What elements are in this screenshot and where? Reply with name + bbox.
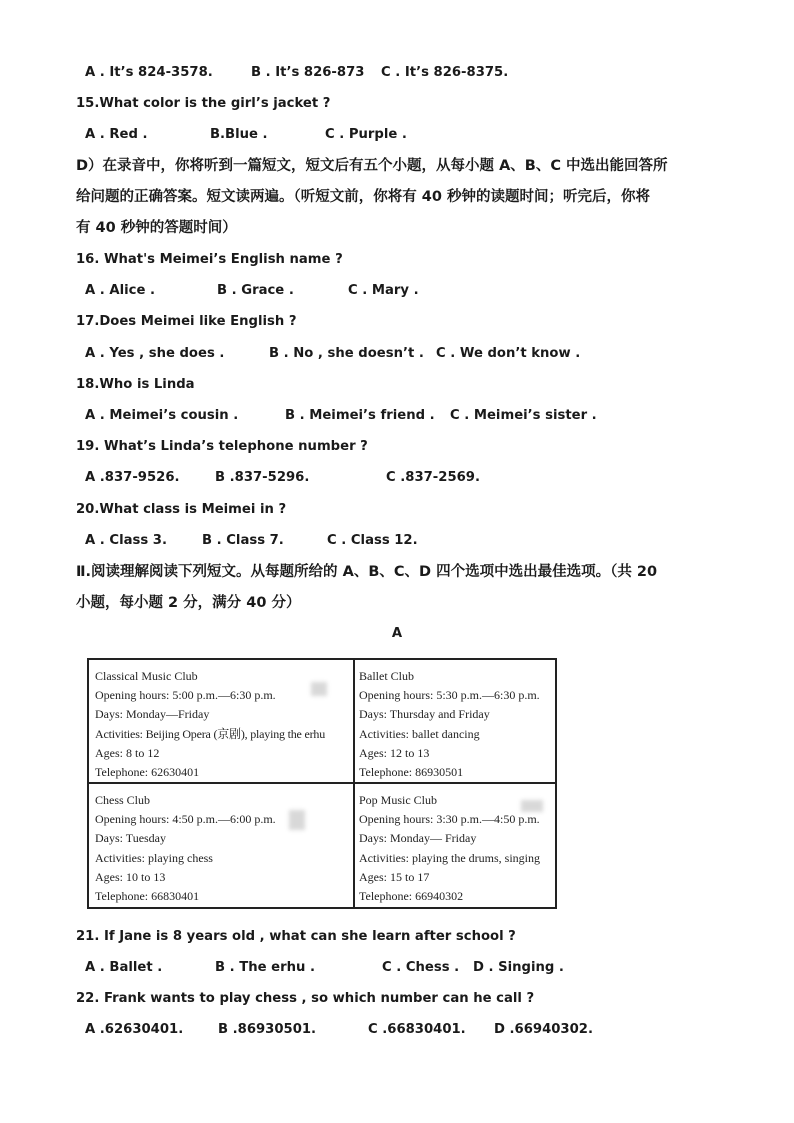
q15-option-c: C . Purple . bbox=[325, 127, 407, 142]
q17-option-a: A . Yes , she does . bbox=[85, 346, 225, 361]
pop-music-club-cell bbox=[359, 791, 540, 906]
club-hours: Opening hours: 3:30 p.m.—4:50 p.m. bbox=[359, 812, 540, 827]
club-hours: Opening hours: 4:50 p.m.—6:00 p.m. bbox=[95, 812, 276, 827]
club-days: Days: Monday— Friday bbox=[359, 831, 477, 846]
q21-question: 21. If Jane is 8 years old , what can she learn after school ? bbox=[76, 929, 516, 944]
club-hours: Opening hours: 5:30 p.m.—6:30 p.m. bbox=[359, 688, 540, 703]
club-hours: Opening hours: 5:00 p.m.—6:30 p.m. bbox=[95, 688, 276, 703]
club-days: Days: Thursday and Friday bbox=[359, 707, 490, 722]
q21-option-b: B . The erhu . bbox=[215, 960, 315, 975]
classical-music-club-cell bbox=[95, 667, 325, 782]
q19-option-b: B .837-5296. bbox=[215, 470, 310, 485]
q14-option-c: C . It’s 826-8375. bbox=[381, 65, 509, 80]
q15-option-b: B.Blue . bbox=[210, 127, 268, 142]
section-2-instructions bbox=[76, 557, 720, 619]
q18-option-a: A . Meimei’s cousin . bbox=[85, 408, 239, 423]
q18-option-c: C . Meimei’s sister . bbox=[450, 408, 597, 423]
q22-option-d: D .66940302. bbox=[494, 1022, 593, 1037]
q20-option-b: B . Class 7. bbox=[202, 533, 284, 548]
section-d-line-3: 有 40 秒钟的答题时间） bbox=[76, 220, 237, 236]
q22-option-a: A .62630401. bbox=[85, 1022, 184, 1037]
scan-smudge bbox=[311, 682, 327, 696]
q19-question: 19. What’s Linda’s telephone number ? bbox=[76, 439, 368, 454]
q16-option-a: A . Alice . bbox=[85, 283, 156, 298]
club-telephone: Telephone: 62630401 bbox=[95, 765, 200, 780]
club-ages: Ages: 12 to 13 bbox=[359, 745, 430, 760]
table-horizontal-divider bbox=[89, 782, 555, 784]
q14-option-b: B . It’s 826-873 bbox=[251, 65, 365, 80]
club-activities: Activities: playing chess bbox=[95, 850, 213, 865]
q22-question: 22. Frank wants to play chess , so which number can he call ? bbox=[76, 991, 535, 1006]
q16-question: 16. What's Meimei’s English name ? bbox=[76, 252, 343, 267]
q17-question: 17.Does Meimei like English ? bbox=[76, 314, 297, 329]
q14-option-a: A . It’s 824-3578. bbox=[85, 65, 213, 80]
scan-smudge bbox=[521, 800, 543, 812]
club-telephone: Telephone: 66830401 bbox=[95, 889, 200, 904]
club-name: Chess Club bbox=[95, 793, 151, 807]
section-2-line-1: Ⅱ.阅读理解阅读下列短文。从每题所给的 A、B、C、D 四个选项中选出最佳选项。（共 20 bbox=[76, 564, 658, 580]
q15-question: 15.What color is the girl’s jacket ? bbox=[76, 96, 331, 111]
q20-option-c: C . Class 12. bbox=[327, 533, 418, 548]
passage-label: A bbox=[391, 626, 403, 641]
q19-option-c: C .837-2569. bbox=[386, 470, 480, 485]
q17-option-c: C . We don’t know . bbox=[436, 346, 581, 361]
club-days: Days: Tuesday bbox=[95, 831, 167, 846]
section-d-line-1: D）在录音中，你将听到一篇短文，短文后有五个小题，从每小题 A、B、C 中选出能回答所 bbox=[76, 158, 668, 174]
section-2-line-2: 小题，每小题 2 分，满分 40 分） bbox=[76, 595, 301, 611]
section-d-line-2: 给问题的正确答案。短文读两遍。（听短文前，你将有 40 秒钟的读题时间；听完后，你将 bbox=[76, 189, 651, 205]
chess-club-cell bbox=[95, 791, 276, 906]
club-telephone: Telephone: 66940302 bbox=[359, 889, 464, 904]
q18-option-b: B . Meimei’s friend . bbox=[285, 408, 435, 423]
ballet-club-cell bbox=[359, 667, 540, 782]
club-activities: Activities: Beijing Opera (京剧), playing the erhu bbox=[95, 726, 326, 741]
section-d-instructions bbox=[76, 151, 720, 244]
club-name: Ballet Club bbox=[359, 669, 414, 683]
club-days: Days: Monday—Friday bbox=[95, 707, 210, 722]
q20-option-a: A . Class 3. bbox=[85, 533, 167, 548]
q21-option-c: C . Chess . bbox=[382, 960, 460, 975]
q21-option-a: A . Ballet . bbox=[85, 960, 163, 975]
q22-option-b: B .86930501. bbox=[218, 1022, 317, 1037]
club-ages: Ages: 10 to 13 bbox=[95, 869, 166, 884]
q15-option-a: A . Red . bbox=[85, 127, 148, 142]
q17-option-b: B . No , she doesn’t . bbox=[269, 346, 424, 361]
club-ages: Ages: 8 to 12 bbox=[95, 745, 160, 760]
q16-option-c: C . Mary . bbox=[348, 283, 419, 298]
club-activities: Activities: playing the drums, singing bbox=[359, 850, 540, 865]
q22-option-c: C .66830401. bbox=[368, 1022, 466, 1037]
club-telephone: Telephone: 86930501 bbox=[359, 765, 464, 780]
club-ages: Ages: 15 to 17 bbox=[359, 869, 430, 884]
q19-option-a: A .837-9526. bbox=[85, 470, 180, 485]
club-table bbox=[87, 658, 557, 909]
scan-smudge bbox=[289, 810, 305, 830]
club-name: Classical Music Club bbox=[95, 669, 198, 683]
club-activities: Activities: ballet dancing bbox=[359, 726, 480, 741]
q21-option-d: D . Singing . bbox=[473, 960, 564, 975]
q16-option-b: B . Grace . bbox=[217, 283, 294, 298]
club-name: Pop Music Club bbox=[359, 793, 438, 807]
q20-question: 20.What class is Meimei in ? bbox=[76, 502, 287, 517]
q18-question: 18.Who is Linda bbox=[76, 377, 195, 392]
